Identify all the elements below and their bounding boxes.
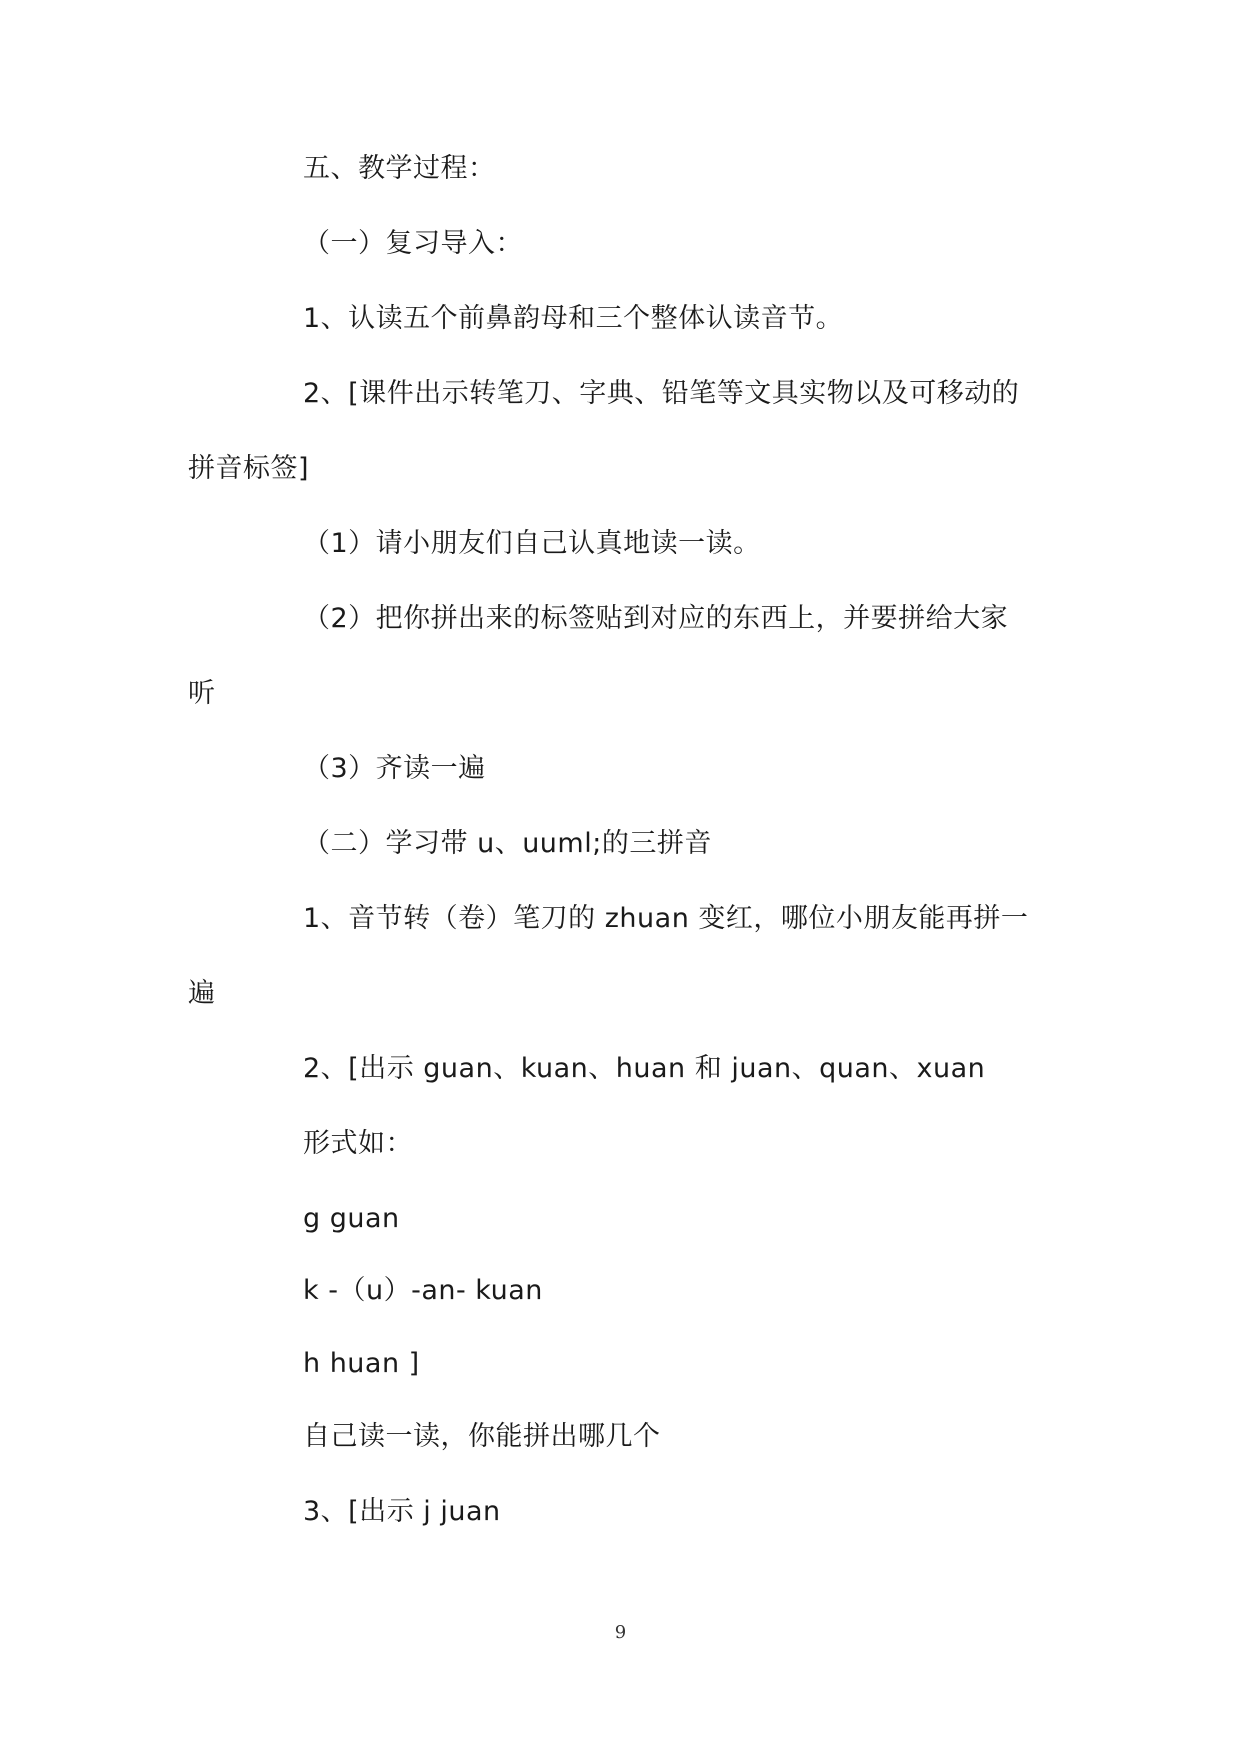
- paragraph-item-1: 1、认读五个前鼻韵母和三个整体认读音节。: [303, 303, 844, 334]
- section-heading-teaching-process: 五、教学过程：: [303, 153, 496, 184]
- sub-item-3: （3）齐读一遍: [303, 753, 486, 784]
- paragraph-item-2b: 2、[出示 guan、kuan、huan 和 juan、quan、xuan: [303, 1053, 986, 1084]
- self-read-prompt: 自己读一读，你能拼出哪几个: [303, 1421, 661, 1452]
- paragraph-item-1b: 1、音节转（卷）笔刀的 zhuan 变红，哪位小朋友能再拼一: [303, 903, 1029, 934]
- pinyin-example-g: g guan: [303, 1203, 400, 1234]
- pinyin-example-k: k -（u）-an- kuan: [303, 1275, 543, 1306]
- sub-item-1: （1）请小朋友们自己认真地读一读。: [303, 528, 761, 559]
- format-intro: 形式如：: [303, 1128, 413, 1159]
- subsection-heading-learning: （二）学习带 u、uuml;的三拼音: [303, 828, 712, 859]
- paragraph-item-2: 2、[课件出示转笔刀、字典、铅笔等文具实物以及可移动的: [303, 378, 1020, 409]
- subsection-heading-review: （一）复习导入：: [303, 228, 523, 259]
- sub-item-2-continued: 听: [188, 678, 216, 709]
- paragraph-item-2-continued: 拼音标签]: [188, 453, 310, 484]
- paragraph-item-3: 3、[出示 j juan: [303, 1496, 501, 1527]
- paragraph-item-1b-continued: 遍: [188, 978, 216, 1009]
- sub-item-2: （2）把你拼出来的标签贴到对应的东西上，并要拼给大家: [303, 603, 1009, 634]
- pinyin-example-h: h huan ]: [303, 1348, 420, 1379]
- page-number: 9: [614, 1622, 627, 1643]
